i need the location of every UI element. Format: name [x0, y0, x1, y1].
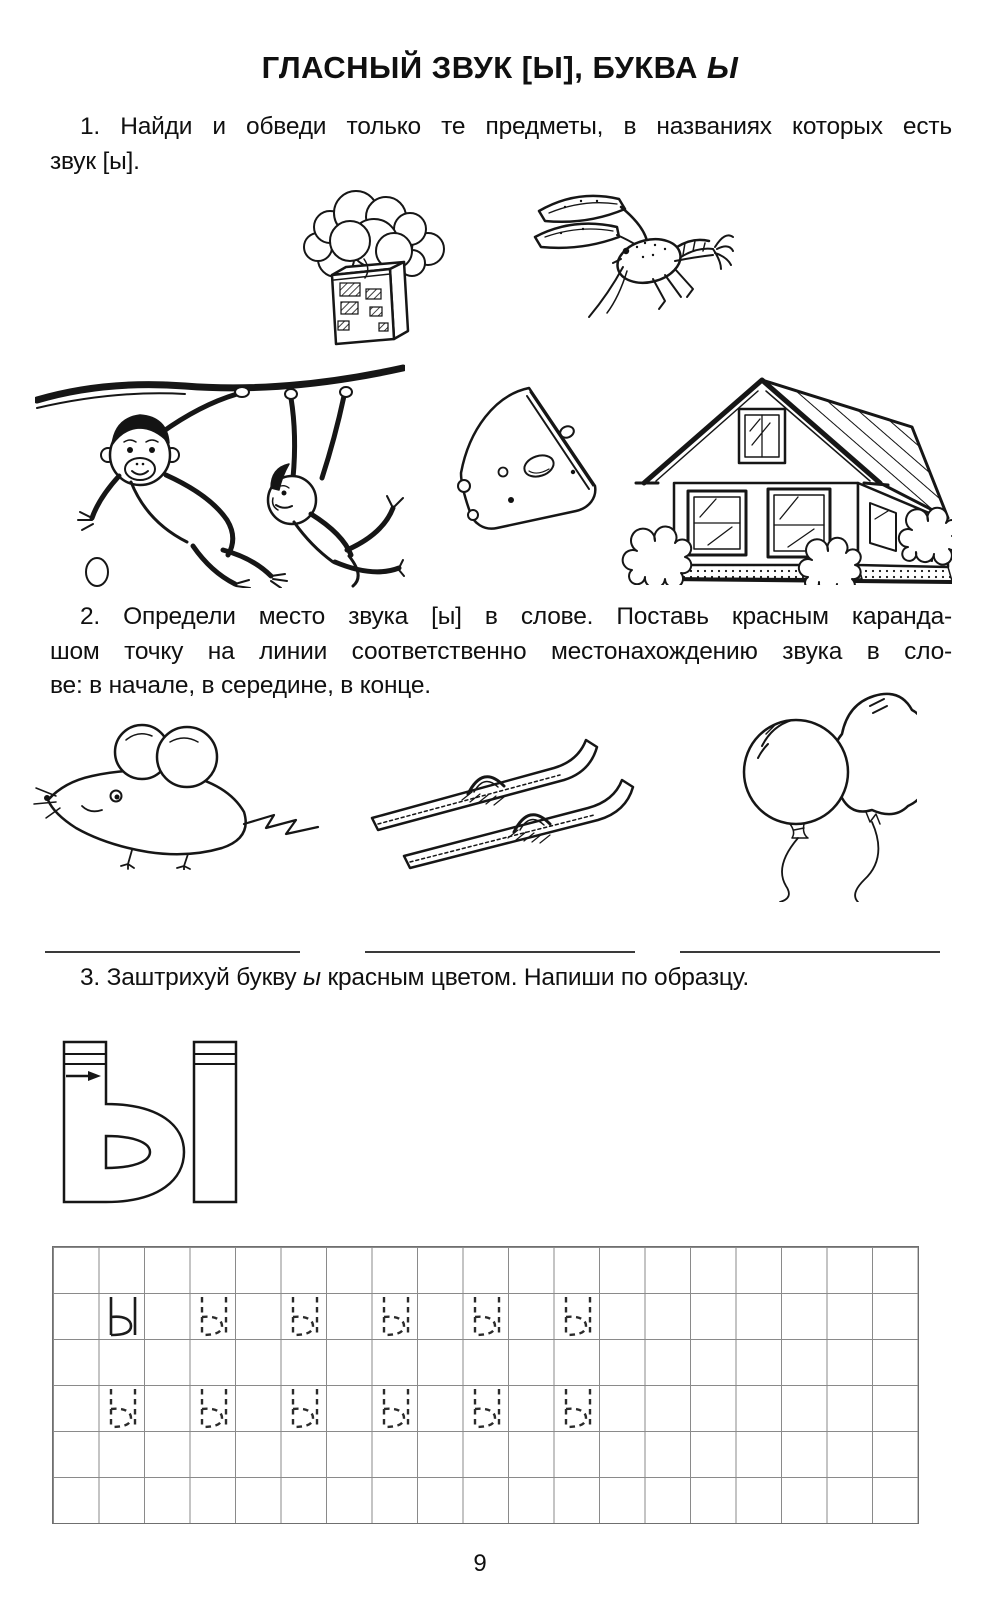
house-drawing[interactable] [612, 335, 952, 585]
trace-letter-dashed [559, 1387, 595, 1429]
cheese-wedge-drawing[interactable] [437, 372, 605, 537]
task1-line-2: звук [ы]. [50, 147, 140, 175]
trace-letter-dashed [195, 1387, 231, 1429]
trace-letter-dashed [559, 1295, 595, 1337]
trace-letter-dashed [468, 1295, 504, 1337]
trace-letter-dashed [104, 1387, 140, 1429]
answer-line-end[interactable] [680, 951, 940, 953]
task3-letter: ы [303, 964, 321, 991]
trace-letter-dashed [195, 1295, 231, 1337]
answer-line-middle[interactable] [365, 951, 635, 953]
page-number: 9 [473, 1550, 487, 1577]
skis-drawing [362, 718, 647, 870]
task2-line-2: шом точку на линии соответственно местонахождению звука в сло- [50, 637, 952, 665]
smoking-chimney-drawing[interactable] [278, 175, 453, 347]
trace-letter-dashed [286, 1387, 322, 1429]
trace-letter-dashed [468, 1387, 504, 1429]
balloons-drawing [722, 662, 917, 902]
crayfish-drawing[interactable] [525, 185, 735, 335]
task1-instruction [50, 110, 952, 179]
answer-line-beginning[interactable] [45, 951, 300, 953]
task2-line-1: 2. Определи место звука [ы] в слове. Поставь красным каранда- [80, 603, 952, 630]
trace-letter-dashed [377, 1295, 413, 1337]
task3-text-post: красным цветом. Напиши по образцу. [320, 964, 749, 991]
trace-letter-dashed [286, 1295, 322, 1337]
task3-line [50, 961, 952, 996]
task2-line-3: ве: в начале, в середине, в конце. [50, 672, 431, 699]
trace-letter-solid [104, 1295, 140, 1337]
big-letter-y-outline[interactable] [62, 1040, 240, 1208]
trace-letter-dashed [377, 1387, 413, 1429]
page-title-letter: Ы [706, 50, 739, 85]
task3-instruction [50, 961, 952, 996]
mouse-drawing [30, 712, 325, 870]
monkeys-on-branch-drawing[interactable] [35, 350, 405, 588]
task1-line-1: 1. Найди и обведи только те предметы, в названиях которых есть [80, 113, 952, 140]
page-title-text: ГЛАСНЫЙ ЗВУК [Ы], БУКВА [261, 50, 698, 85]
page-title [0, 50, 1000, 86]
writing-grid[interactable] [52, 1246, 919, 1524]
task3-text-pre: 3. Заштрихуй букву [80, 964, 304, 991]
